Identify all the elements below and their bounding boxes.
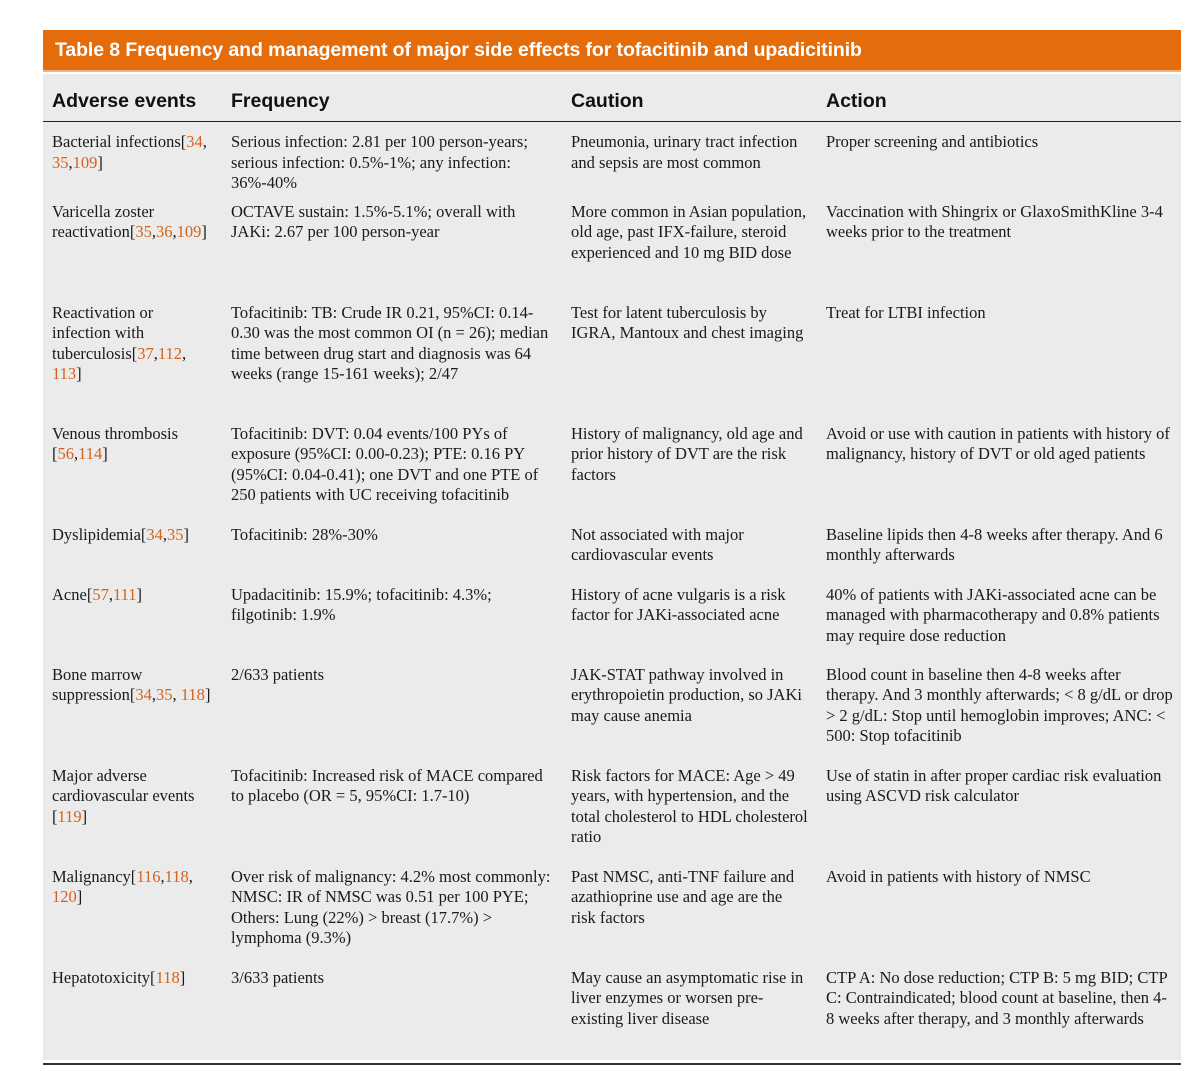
event-text: , [151, 685, 157, 704]
cell-caution: JAK-STAT pathway involved in erythropoietin production, so JAKi may cause anemia [571, 664, 802, 725]
event-text: , [182, 343, 187, 363]
table-rows [43, 122, 1181, 1052]
table-body-background [43, 74, 1181, 1060]
cell-frequency: Tofacitinib: Increased risk of MACE compared to placebo (OR = 5, 95%CI: 1.7-10) [231, 765, 543, 805]
cell-caution: Past NMSC, anti-TNF failure and azathioprine use and age are the risk factors [571, 866, 795, 927]
cell-adverse-event [43, 424, 222, 525]
cell-action: Treat for LTBI infection [826, 302, 986, 322]
event-text: , [172, 222, 177, 241]
cell-action: Use of statin in after proper cardiac risk evaluation using ASCVD risk calculator [826, 765, 1162, 805]
header-adverse-events: Adverse events [43, 74, 222, 122]
event-text: ] [179, 967, 186, 987]
cell-frequency: Over risk of malignancy: 4.2% most commonly: NMSC: IR of NMSC was 0.51 per 100 PYE; Others: Lung (22%) > breast (17.7%) > lymphoma (9.3%) [231, 866, 551, 947]
table-row [43, 665, 1181, 766]
citation-link[interactable]: 118 [155, 967, 180, 987]
side-effects-table [43, 74, 1181, 1052]
event-text: , [202, 132, 207, 151]
cell-action: Vaccination with Shingrix or GlaxoSmithKline 3-4 weeks prior to the treatment [826, 201, 1163, 241]
citation-link[interactable]: 56 [57, 444, 74, 463]
cell-caution: Risk factors for MACE: Age > 49 years, with hypertension, and the total cholesterol to HDL cholesterol ratio [571, 765, 808, 846]
event-text: Dyslipidemia[ [52, 524, 147, 544]
event-text: Reactivation or infection with tuberculosis[ [52, 302, 154, 363]
cell-frequency: Upadacitinib: 15.9%; tofacitinib: 4.3%; filgotinib: 1.9% [231, 584, 492, 624]
cell-frequency: Serious infection: 2.81 per 100 person-years; serious infection: 0.5%-1%; any infection: 36%-40% [231, 132, 528, 192]
table-row [43, 867, 1181, 968]
cell-frequency: 3/633 patients [231, 967, 325, 987]
citation-link[interactable]: 35 [156, 685, 173, 704]
citation-link[interactable]: 120 [52, 887, 77, 906]
event-text: ] [204, 685, 211, 704]
event-text: , [151, 222, 156, 241]
table-row [43, 968, 1181, 1052]
citation-link[interactable]: 34 [135, 685, 152, 704]
citation-link[interactable]: 37 [137, 343, 154, 363]
table-title: Table 8 Frequency and management of major side effects for tofacitinib and upadicitinib [55, 38, 862, 61]
cell-caution: More common in Asian population, old age, past IFX-failure, steroid experienced and 10 mg BID dose [571, 201, 807, 262]
cell-frequency: Tofacitinib: TB: Crude IR 0.21, 95%CI: 0.14-0.30 was the most common OI (n = 26); median time between drug start and diagnosis was 64 weeks (range 15-161 weeks); 2/47 [231, 302, 549, 383]
citation-link[interactable]: 111 [112, 584, 137, 604]
cell-caution: Not associated with major cardiovascular events [571, 524, 744, 564]
event-text: ] [76, 887, 83, 906]
event-text: , [172, 685, 181, 704]
event-text: , [162, 524, 168, 544]
cell-frequency: OCTAVE sustain: 1.5%-5.1%; overall with JAKi: 2.67 per 100 person-year [231, 201, 516, 241]
cell-adverse-event [43, 665, 222, 766]
table-row [43, 424, 1181, 525]
event-text: ] [97, 152, 103, 172]
citation-link[interactable]: 35 [167, 524, 184, 544]
cell-adverse-event [43, 585, 222, 665]
cell-adverse-event [43, 525, 222, 585]
event-text: , [153, 343, 158, 363]
cell-action: Proper screening and antibiotics [826, 132, 1039, 151]
event-text: Venous thrombosis [ [52, 423, 179, 463]
cell-caution: History of acne vulgaris is a risk factor for JAKi-associated acne [571, 584, 786, 624]
table-row [43, 122, 1181, 202]
event-text: ] [201, 222, 207, 241]
table-row [43, 585, 1181, 665]
event-text: Bacterial infections[ [52, 132, 187, 151]
table-row [43, 202, 1181, 303]
event-text: Major adverse cardiovascular events [ [52, 765, 195, 826]
event-text: ] [183, 524, 190, 544]
citation-link[interactable]: 35 [135, 222, 152, 241]
citation-link[interactable]: 34 [186, 132, 203, 151]
header-action: Action [817, 74, 1181, 122]
cell-adverse-event [43, 968, 222, 1052]
cell-action: Avoid or use with caution in patients with history of malignancy, history of DVT or old aged patients [826, 423, 1170, 463]
event-text: , [160, 866, 165, 886]
citation-link[interactable]: 114 [78, 444, 103, 463]
cell-frequency: Tofacitinib: 28%-30% [231, 524, 378, 544]
table-row [43, 525, 1181, 585]
event-text: Hepatotoxicity[ [52, 967, 156, 987]
event-text: , [108, 584, 113, 604]
cell-caution: Test for latent tuberculosis by IGRA, Mantoux and chest imaging [571, 302, 804, 342]
event-text: ] [136, 584, 142, 604]
cell-action: 40% of patients with JAKi-associated acne can be managed with pharmacotherapy and 0.8% patients may require dose reduction [826, 584, 1160, 645]
event-text: Bone marrow suppression[ [52, 664, 143, 704]
event-text: , [74, 444, 79, 463]
citation-link[interactable]: 35 [52, 152, 69, 172]
citation-link[interactable]: 113 [52, 364, 77, 383]
citation-link[interactable]: 116 [136, 866, 161, 886]
cell-adverse-event [43, 303, 222, 424]
header-row [43, 74, 1181, 122]
cell-frequency: Tofacitinib: DVT: 0.04 events/100 PYs of exposure (95%CI: 0.00-0.23); PTE: 0.16 PY (95%CI: 0.04-0.41); one DVT and one PTE of 250 patients with UC receiving tofacitinib [231, 423, 539, 504]
header-caution: Caution [562, 74, 817, 122]
citation-link[interactable]: 112 [157, 343, 182, 363]
cell-action: CTP A: No dose reduction; CTP B: 5 mg BID; CTP C: Contraindicated; blood count at baseline, then 4-8 weeks after therapy, and 3 monthly afterwards [826, 967, 1168, 1028]
event-text: , [68, 152, 73, 172]
event-text: , [188, 866, 193, 886]
event-text: ] [76, 364, 82, 383]
citation-link[interactable]: 36 [156, 222, 173, 241]
cell-action: Avoid in patients with history of NMSC [826, 866, 1091, 886]
citation-link[interactable]: 109 [72, 152, 98, 172]
event-text: Acne[ [52, 584, 93, 604]
cell-adverse-event [43, 766, 222, 867]
event-text: ] [81, 806, 88, 826]
citation-link[interactable]: 34 [146, 524, 163, 544]
cell-adverse-event [43, 122, 222, 202]
table-container [43, 30, 1181, 1060]
cell-caution: May cause an asymptomatic rise in liver enzymes or worsen pre-existing liver disease [571, 967, 804, 1028]
table-row [43, 303, 1181, 424]
header-frequency: Frequency [222, 74, 562, 122]
cell-caution: History of malignancy, old age and prior history of DVT are the risk factors [571, 423, 803, 484]
table-row [43, 766, 1181, 867]
cell-caution: Pneumonia, urinary tract infection and sepsis are most common [571, 132, 798, 172]
citation-link[interactable]: 109 [176, 222, 202, 241]
event-text: Malignancy[ [52, 866, 137, 886]
citation-link[interactable]: 119 [57, 806, 82, 826]
cell-adverse-event [43, 202, 222, 303]
citation-link[interactable]: 118 [164, 866, 189, 886]
citation-link[interactable]: 118 [180, 685, 205, 704]
bottom-rule [43, 1063, 1181, 1065]
cell-action: Blood count in baseline then 4-8 weeks after therapy. And 3 monthly afterwards; < 8 g/dL or drop > 2 g/dL: Stop until hemoglobin improves; ANC: < 500: Stop tofacitinib [826, 664, 1173, 745]
event-text: Varicella zoster reactivation[ [52, 201, 155, 241]
cell-adverse-event [43, 867, 222, 968]
table-title-bar [43, 30, 1181, 72]
event-text: ] [102, 444, 108, 463]
cell-action: Baseline lipids then 4-8 weeks after therapy. And 6 monthly afterwards [826, 524, 1163, 564]
citation-link[interactable]: 57 [92, 584, 109, 604]
cell-frequency: 2/633 patients [231, 664, 325, 684]
